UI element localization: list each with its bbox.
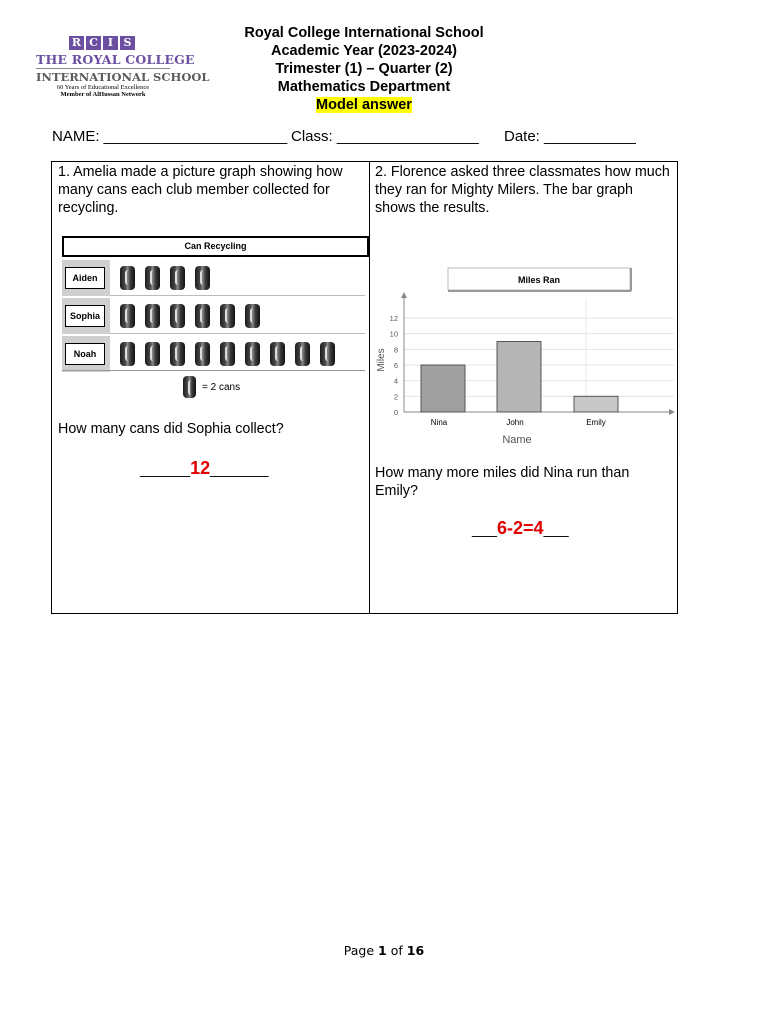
q2-text: 2. Florence asked three classmates how much they ran for Mighty Milers. The bar graph shows the results. xyxy=(375,164,670,216)
y-tick-label: 10 xyxy=(389,329,398,339)
picture-graph-row xyxy=(62,336,365,372)
x-tick-label: John xyxy=(506,418,524,427)
y-tick-label: 12 xyxy=(389,314,398,323)
logo-tagline: 60 Years of Educational Excellence xyxy=(56,84,150,91)
question-table xyxy=(51,161,678,614)
page-word: Page xyxy=(343,943,375,958)
school-logo xyxy=(36,36,210,104)
can-icon xyxy=(120,342,135,366)
can-icon xyxy=(145,342,160,366)
can-icon xyxy=(195,266,210,290)
picture-graph-row xyxy=(62,260,365,296)
logo-network: Member of AlHussan Network xyxy=(60,91,146,98)
chart-title: Miles Ran xyxy=(517,275,561,285)
page-number: 1 xyxy=(378,943,387,958)
can-icon xyxy=(320,342,335,366)
document-header xyxy=(200,24,528,114)
picture-graph xyxy=(62,236,369,406)
row-label: Noah xyxy=(65,343,105,365)
y-tick-label: 4 xyxy=(393,376,398,386)
logo-badge: S xyxy=(120,36,135,50)
q2-answer xyxy=(472,518,569,539)
answer-blank: ______ xyxy=(140,461,191,478)
of-word: of xyxy=(390,943,403,958)
bar xyxy=(497,342,541,413)
y-axis-arrow xyxy=(401,292,407,298)
can-icon xyxy=(145,266,160,290)
logo-title: THE ROYAL COLLEGE xyxy=(36,52,195,67)
can-icon xyxy=(145,304,160,328)
can-icon xyxy=(295,342,310,366)
q1-text: 1. Amelia made a picture graph showing how many cans each club member collected for recycling. xyxy=(58,164,343,216)
answer-value: 6-2=4 xyxy=(497,518,544,538)
can-icon xyxy=(170,304,185,328)
answer-blank: ___ xyxy=(472,521,498,538)
row-label: Aiden xyxy=(65,267,105,289)
logo-badge: C xyxy=(86,36,101,50)
can-icon xyxy=(170,342,185,366)
question-2 xyxy=(370,162,677,613)
picture-graph-key xyxy=(183,376,240,398)
logo-badge: I xyxy=(103,36,118,50)
term: Trimester (1) – Quarter (2) xyxy=(275,61,453,77)
row-separator xyxy=(110,295,365,296)
row-separator xyxy=(62,370,365,371)
can-icon xyxy=(220,342,235,366)
bar xyxy=(421,365,465,412)
x-axis-arrow xyxy=(669,409,675,415)
icon-group xyxy=(120,342,335,366)
department: Mathematics Department xyxy=(277,79,451,95)
q2-question: How many more miles did Nina run than Emily? xyxy=(375,465,630,499)
icon-group xyxy=(120,304,260,328)
y-tick-label: 2 xyxy=(393,392,398,402)
y-tick-label: 0 xyxy=(393,408,398,417)
academic-year: Academic Year (2023-2024) xyxy=(271,43,457,59)
question-1 xyxy=(52,162,369,613)
bar xyxy=(574,396,618,412)
logo-badges xyxy=(34,36,170,50)
can-icon xyxy=(245,342,260,366)
key-text: = 2 cans xyxy=(202,381,241,393)
can-icon xyxy=(195,304,210,328)
y-tick-label: 8 xyxy=(393,345,398,355)
can-icon xyxy=(170,266,185,290)
can-icon xyxy=(245,304,260,328)
page-total: 16 xyxy=(406,943,425,958)
page-footer xyxy=(0,943,768,958)
q1-answer xyxy=(140,458,269,479)
school-name: Royal College International School xyxy=(244,25,484,41)
answer-blank: _______ xyxy=(210,461,269,478)
logo-badge: R xyxy=(69,36,84,50)
x-tick-label: Emily xyxy=(586,418,606,427)
can-icon xyxy=(270,342,285,366)
name-field: NAME: ______________________ xyxy=(52,128,288,145)
can-icon xyxy=(120,304,135,328)
x-axis-label: Name xyxy=(502,434,532,446)
can-icon xyxy=(120,266,135,290)
y-tick-label: 6 xyxy=(393,361,398,370)
answer-value: 12 xyxy=(190,458,211,478)
answer-blank: ___ xyxy=(543,521,569,538)
bar-chart xyxy=(374,264,680,454)
icon-group xyxy=(120,266,210,290)
row-label: Sophia xyxy=(65,305,105,327)
y-axis-label: Miles xyxy=(376,348,387,372)
picture-graph-title: Can Recycling xyxy=(62,236,369,257)
can-icon xyxy=(220,304,235,328)
picture-graph-row xyxy=(62,298,365,334)
class-field: Class: _________________ xyxy=(291,128,479,145)
x-tick-label: Nina xyxy=(430,418,448,427)
can-icon xyxy=(195,342,210,366)
model-answer-label: Model answer xyxy=(316,97,412,113)
can-icon xyxy=(183,376,196,398)
date-field: Date: ___________ xyxy=(504,128,636,145)
q1-question: How many cans did Sophia collect? xyxy=(58,421,284,437)
row-separator xyxy=(110,333,365,334)
logo-subtitle: INTERNATIONAL SCHOOL xyxy=(36,70,210,84)
